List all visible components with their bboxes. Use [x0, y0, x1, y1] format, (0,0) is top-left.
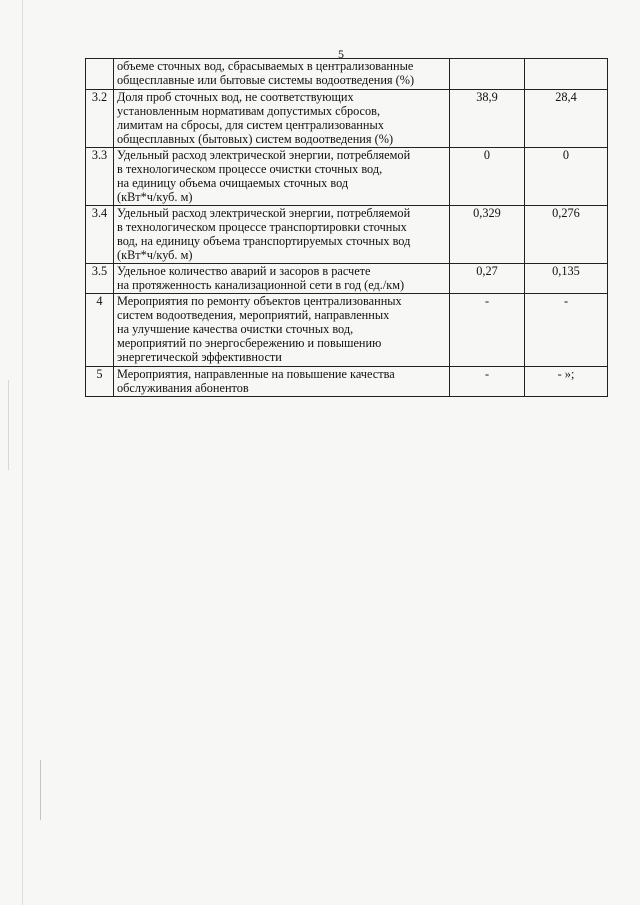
row-description — [114, 90, 450, 148]
value-cell-1: 38,9 — [450, 90, 525, 148]
scan-artifact — [22, 0, 23, 905]
row-description — [114, 206, 450, 264]
value-cell-1: 0,329 — [450, 206, 525, 264]
description-line: объеме сточных вод, сбрасываемых в централизованные — [117, 59, 414, 73]
description-line: (кВт*ч/куб. м) — [117, 190, 193, 204]
value-cell-1: - — [450, 294, 525, 367]
value-cell-2: - »; — [525, 367, 608, 397]
row-number — [86, 59, 114, 90]
description-line: общесплавных (бытовых) систем водоотведения (%) — [117, 132, 394, 146]
description-line: общесплавные или бытовые системы водоотведения (%) — [117, 73, 415, 87]
row-description — [114, 264, 450, 294]
value-cell-1: 0,27 — [450, 264, 525, 294]
description-line: Мероприятия, направленные на повышение качества — [117, 367, 395, 381]
table-row — [86, 90, 608, 148]
scan-artifact — [40, 760, 41, 820]
description-line: Доля проб сточных вод, не соответствующих — [117, 90, 354, 104]
description-line: систем водоотведения, мероприятий, направленных — [117, 308, 390, 322]
value-cell-1: 0 — [450, 148, 525, 206]
description-line: в технологическом процессе транспортировки сточных — [117, 220, 407, 234]
description-line: Удельное количество аварий и засоров в расчете — [117, 264, 371, 278]
table-row — [86, 294, 608, 367]
row-number: 5 — [86, 367, 114, 397]
description-line: Мероприятия по ремонту объектов централизованных — [117, 294, 402, 308]
row-number: 3.3 — [86, 148, 114, 206]
row-number: 3.2 — [86, 90, 114, 148]
value-cell-2: 28,4 — [525, 90, 608, 148]
value-cell-1: - — [450, 367, 525, 397]
description-line: на единицу объема очищаемых сточных вод — [117, 176, 349, 190]
value-cell-2 — [525, 59, 608, 90]
description-line: на протяженность канализационной сети в год (ед./км) — [117, 278, 405, 292]
description-line: в технологическом процессе очистки сточных вод, — [117, 162, 383, 176]
scan-artifact — [8, 380, 9, 470]
description-line: установленным нормативам допустимых сбросов, — [117, 104, 381, 118]
row-description — [114, 294, 450, 367]
description-line: Удельный расход электрической энергии, потребляемой — [117, 148, 411, 162]
value-cell-2: - — [525, 294, 608, 367]
row-number: 4 — [86, 294, 114, 367]
row-number: 3.5 — [86, 264, 114, 294]
value-cell-2: 0,135 — [525, 264, 608, 294]
value-cell-2: 0 — [525, 148, 608, 206]
value-cell-2: 0,276 — [525, 206, 608, 264]
description-line: (кВт*ч/куб. м) — [117, 248, 193, 262]
table-row — [86, 264, 608, 294]
row-number: 3.4 — [86, 206, 114, 264]
row-description — [114, 148, 450, 206]
description-line: вод, на единицу объема транспортируемых сточных вод — [117, 234, 411, 248]
table-row — [86, 206, 608, 264]
description-line: обслуживания абонентов — [117, 381, 249, 395]
description-line: энергетической эффективности — [117, 350, 282, 364]
table-row — [86, 59, 608, 90]
value-cell-1 — [450, 59, 525, 90]
description-line: Удельный расход электрической энергии, потребляемой — [117, 206, 411, 220]
description-line: на улучшение качества очистки сточных вод, — [117, 322, 354, 336]
table-row — [86, 367, 608, 397]
table-row — [86, 148, 608, 206]
description-line: мероприятий по энергосбережению и повышению — [117, 336, 382, 350]
indicators-table — [85, 58, 608, 397]
row-description — [114, 367, 450, 397]
description-line: лимитам на сбросы, для систем централизованных — [117, 118, 384, 132]
row-description — [114, 59, 450, 90]
page-number: 5 — [338, 47, 344, 61]
